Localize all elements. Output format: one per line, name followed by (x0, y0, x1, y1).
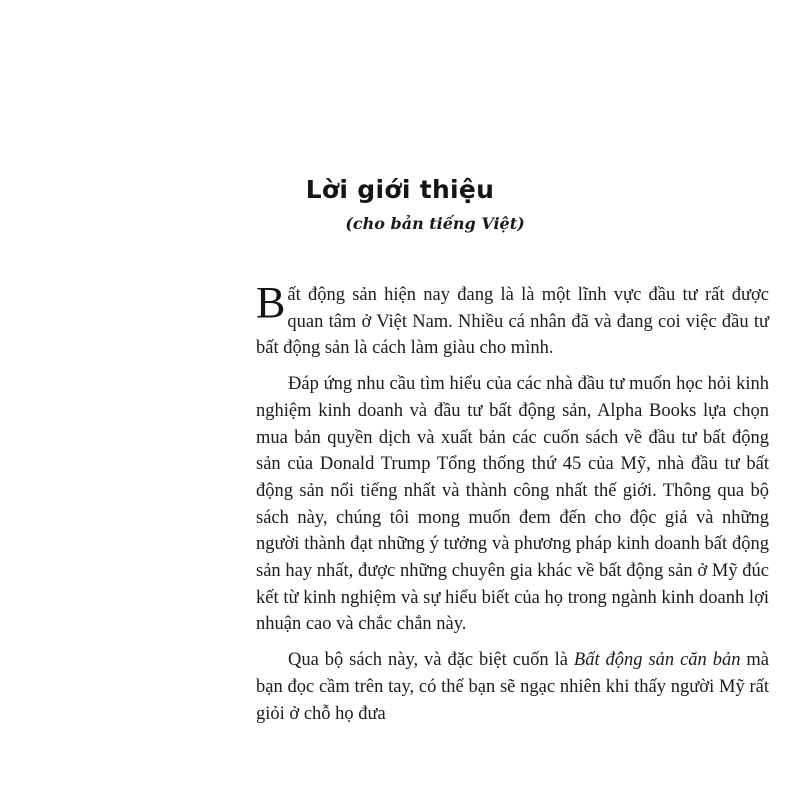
paragraph-2-text: Đáp ứng nhu cầu tìm hiểu của các nhà đầu tư muốn học hỏi kinh nghiệm kinh doanh và đầu tư bất động sản, Alpha Books lựa chọn mua bản quyền dịch và xuất bản các cuốn sách về đầu tư bất động sản của Donald Trump Tổng thống thứ 45 của Mỹ, nhà đầu tư bất động sản nổi tiếng nhất và thành công nhất thế giới. Thông qua bộ sách này, chúng tôi mong muốn đem đến cho độc giả và những người thành đạt những ý tưởng và phương pháp kinh doanh bất động sản hay nhất, được những chuyên gia khác về bất động sản ở Mỹ đúc kết từ kinh nghiệm và sự hiểu biết của họ trong ngành kinh doanh lợi nhuận cao và chắc chắn này. (256, 374, 769, 635)
paragraph-3-text-after: mà bạn đọc cầm trên tay, có thể bạn sẽ ngạc nhiên khi thấy người Mỹ rất giỏi ở chỗ họ đưa (256, 650, 769, 724)
book-title: Bất động sản căn bản (573, 650, 741, 671)
paragraph-2 (256, 371, 769, 638)
page-subtitle: (cho bản tiếng Việt) (345, 214, 525, 233)
paragraph-1-text: ất động sản hiện nay đang là là một lĩnh vực đầu tư rất được quan tâm ở Việt Nam. Nhiều cá nhân đã và đang coi việc đầu tư bất động sản là cách làm giàu cho mình. (256, 285, 769, 359)
page-title: Lời giới thiệu (305, 175, 495, 204)
body-text (256, 278, 769, 736)
chapter-heading (0, 172, 800, 236)
paragraph-3 (256, 647, 769, 727)
paragraph-3-text-before: Qua bộ sách này, và đặc biệt cuốn là (288, 650, 574, 671)
paragraph-1 (256, 278, 769, 362)
drop-cap: B (256, 278, 286, 327)
